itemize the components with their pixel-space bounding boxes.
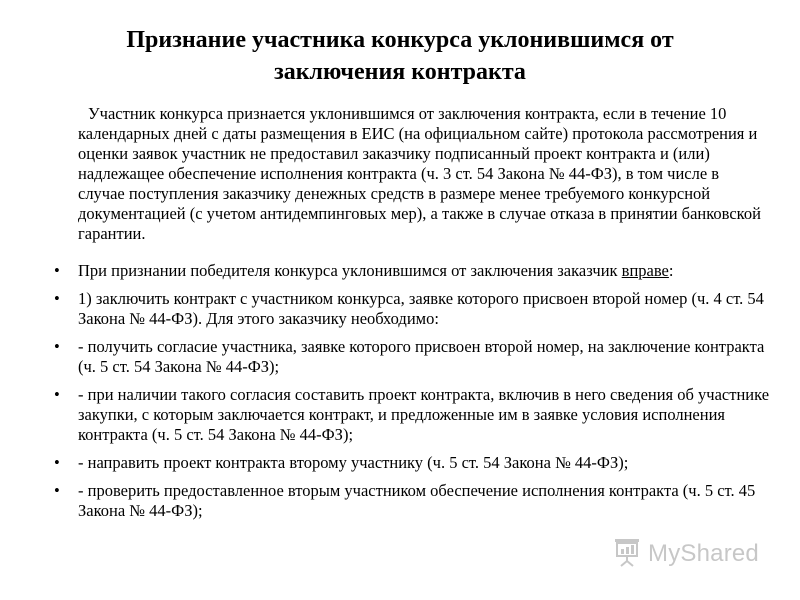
- slide-title: [40, 24, 760, 88]
- bullet-icon: •: [54, 337, 60, 356]
- bullet-list: [54, 261, 774, 529]
- bullet-icon: •: [54, 481, 60, 500]
- list-item: [54, 453, 774, 473]
- bullet-icon: •: [54, 453, 60, 472]
- list-item: [54, 337, 774, 377]
- list-item: [54, 289, 774, 329]
- intro-paragraph: Участник конкурса признается уклонившимся от заключения контракта, если в течение 10 календарных дней с даты размещения в ЕИС (на официальном сайте) протокола рассмотрения и оценки заявок участник не предоставил заказчику подписанный проект контракта и (или) надлежащее обеспечение исполнения контракта (ч. 3 ст. 54 Закона № 44-ФЗ), в том числе в случае поступления заказчику денежных средств в размере менее требуемого конкурсной документацией (с учетом антидемпинговых мер), а также в случае отказа в принятии банковской гарантии.: [78, 104, 761, 243]
- presentation-board-icon: [612, 537, 642, 572]
- bullet-text-prefix: При признании победителя конкурса уклонившимся от заключения заказчик: [78, 261, 622, 280]
- bullet-text: - проверить предоставленное вторым участником обеспечение исполнения контракта (ч. 5 ст. 45 Закона № 44-ФЗ);: [78, 481, 756, 520]
- list-item: [54, 385, 774, 445]
- bullet-icon: •: [54, 385, 60, 404]
- bullet-icon: •: [54, 289, 60, 308]
- bullet-text: 1) заключить контракт с участником конкурса, заявке которого присвоен второй номер (ч. 4 ст. 54 Закона № 44-ФЗ). Для этого заказчику необходимо:: [78, 289, 764, 328]
- watermark-logo: [612, 536, 772, 572]
- bullet-text: - направить проект контракта второму участнику (ч. 5 ст. 54 Закона № 44-ФЗ);: [78, 453, 629, 472]
- list-item: [54, 481, 774, 521]
- slide-title-line-1: Признание участника конкурса уклонившимся от: [126, 27, 674, 53]
- list-item: [54, 261, 774, 281]
- bullet-text: - при наличии такого согласия составить проект контракта, включив в него сведения об участнике закупки, с которым заключается контракт, и предложенные им в заявке условия исполнения контракта (ч. 5 ст. 54 Закона № 44-ФЗ);: [78, 385, 770, 444]
- bullet-text-suffix: :: [668, 261, 674, 280]
- slide-title-line-2: заключения контракта: [274, 59, 526, 85]
- bullet-icon: •: [54, 261, 60, 280]
- watermark-text: MyShared: [648, 540, 759, 567]
- bullet-text: - получить согласие участника, заявке которого присвоен второй номер, на заключение контракта (ч. 5 ст. 54 Закона № 44-ФЗ);: [78, 337, 765, 376]
- bullet-text-underlined: вправе: [621, 261, 669, 280]
